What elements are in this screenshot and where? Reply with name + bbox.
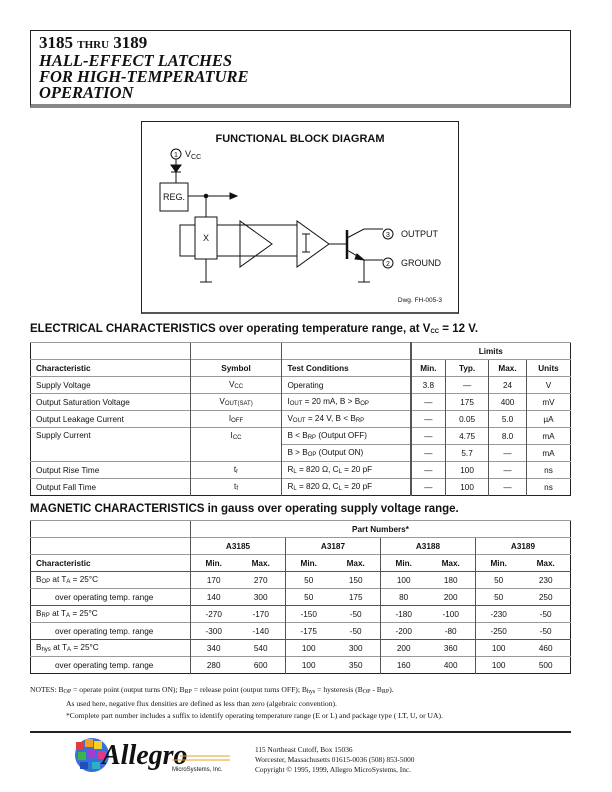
table-row [31,377,571,394]
company-address [255,745,414,775]
value-cell: 460 [521,640,570,657]
max: 400 [489,394,527,411]
table-row [31,606,571,623]
part-header: A3188 [380,538,475,555]
max-header: Max. [521,555,570,572]
typ: 175 [446,394,489,411]
value-cell: 170 [191,572,237,589]
value-cell: 300 [331,640,380,657]
output-label: OUTPUT [401,229,438,239]
value-cell: -100 [426,606,475,623]
footer-divider [30,731,571,733]
diode-icon [171,165,181,172]
value-cell: 100 [475,640,521,657]
pin-2-label: 2 [386,261,390,268]
max-header: Max. [426,555,475,572]
value-cell: -250 [475,623,521,640]
address-line: Worcester, Massachusetts 01615-0036 (508) 853-5000 [255,755,415,764]
characteristic: Supply Current [31,428,191,462]
value-cell: 100 [380,572,426,589]
characteristic: over operating temp. range [31,657,191,674]
min-header: Min. [380,555,426,572]
min: — [411,394,446,411]
value-cell: 250 [521,589,570,606]
value-cell: -170 [236,606,285,623]
title-line: OPERATION [39,83,134,102]
value-cell: 100 [285,640,331,657]
test-conditions: Operating [282,377,411,394]
min: — [411,411,446,428]
allegro-logo [72,736,232,774]
value-cell: 360 [426,640,475,657]
value-cell: 340 [191,640,237,657]
characteristic-header: Characteristic [31,555,191,572]
table-row [31,589,571,606]
hall-label: X [202,233,210,243]
symbol: $V_{CC}$ [190,377,282,394]
value-cell: 80 [380,589,426,606]
value-cell: 100 [285,657,331,674]
value-cell: 160 [380,657,426,674]
units: µA [527,411,571,428]
magnetic-title: MAGNETIC CHARACTERISTICS in gauss over operating supply voltage range. [30,503,459,515]
title-line: FOR HIGH-TEMPERATURE [39,67,249,86]
characteristic: Output Rise Time [31,462,191,479]
schmitt-trigger-icon [297,221,329,267]
max-header: Max. [331,555,380,572]
value-cell: 350 [331,657,380,674]
typ: — [446,377,489,394]
characteristic: over operating temp. range [31,623,191,640]
pin-3-label: 3 [386,232,390,239]
max: — [489,462,527,479]
value-cell: 180 [426,572,475,589]
address-line: 115 Northeast Cutoff, Box 15036 [255,745,353,754]
test-conditions: $R_L = 820$ Ω, $C_L = 20$ pF [282,479,411,496]
note-line: *Complete part number includes a suffix to identify operating temperature range (E or L) and package type ( LT, U, or UA). [66,711,443,720]
note-line: As used here, negative flux densities are defined as less than zero (algebraic convention). [66,699,337,708]
value-cell: 270 [236,572,285,589]
symbol: $I_{CC}$ [190,428,282,462]
value-cell: 175 [331,589,380,606]
part-numbers-header: Part Numbers* [191,521,571,538]
table-row [31,428,571,445]
table-row [31,411,571,428]
min-header: Min. [285,555,331,572]
value-cell: -230 [475,606,521,623]
value-cell: 50 [475,589,521,606]
test-conditions: $R_L = 820$ Ω, $C_L = 20$ pF [282,462,411,479]
value-cell: -50 [331,606,380,623]
min: — [411,445,446,462]
value-cell: 600 [236,657,285,674]
limits-header: Limits [411,343,571,360]
value-cell: -50 [521,606,570,623]
table-row [31,640,571,657]
typ: 5.7 [446,445,489,462]
max: 8.0 [489,428,527,445]
value-cell: 500 [521,657,570,674]
part-start: 3185 [39,33,73,52]
min-header: Min. [475,555,521,572]
value-cell: 100 [475,657,521,674]
title-block [30,30,571,108]
characteristic: $B_{hys}$ at $T_A = 25^\circ C$ [31,640,191,657]
value-cell: -180 [380,606,426,623]
value-cell: -150 [285,606,331,623]
svg-text:MicroSystems, Inc.: MicroSystems, Inc. [172,767,223,773]
test-conditions: $B < B_{RP}$ (Output OFF) [282,428,411,445]
characteristic: Supply Voltage [31,377,191,394]
electrical-title: ELECTRICAL CHARACTERISTICS over operating temperature range, at $V_{CC} = 12$ V. [30,323,479,335]
part-header: A3187 [285,538,380,555]
characteristic: $B_{RP}$ at $T_A = 25^\circ C$ [31,606,191,623]
note-line: NOTES: $B_{OP}$ = operate point (output turns ON); $B_{RP}$ = release point (output turns OFF); $B_{hys}$ = hysteresis $(B_{OP} - B_{RP})$. [30,685,394,695]
units: ns [527,462,571,479]
column-header: Min. [411,360,446,377]
reg-label: REG. [162,192,186,202]
column-header: Symbol [190,360,282,377]
symbol: $t_r$ [190,462,282,479]
copyright: Copyright © 1995, 1999, Allegro MicroSystems, Inc. [255,765,411,774]
max: 5.0 [489,411,527,428]
table-row [31,462,571,479]
value-cell: 50 [285,589,331,606]
units: mV [527,394,571,411]
typ: 4.75 [446,428,489,445]
value-cell: -175 [285,623,331,640]
logo-text: Allegro [102,740,188,771]
drawing-number: Dwg. FH-005-3 [397,297,442,304]
column-header: Units [527,360,571,377]
value-cell: 200 [426,589,475,606]
min-header: Min. [191,555,237,572]
table-row [31,479,571,496]
typ: 100 [446,479,489,496]
value-cell: 140 [191,589,237,606]
max: 24 [489,377,527,394]
value-cell: -140 [236,623,285,640]
amplifier-icon [240,221,272,267]
pin-1-label: 1 [174,152,178,159]
functional-block-diagram [141,121,459,314]
value-cell: 280 [191,657,237,674]
title-line: HALL-EFFECT LATCHES [39,51,232,70]
symbol: $V_{OUT(SAT)}$ [190,394,282,411]
value-cell: -50 [521,623,570,640]
units: mA [527,445,571,462]
min: — [411,479,446,496]
characteristic: $B_{OP}$ at $T_A = 25^\circ C$ [31,572,191,589]
value-cell: -80 [426,623,475,640]
units: V [527,377,571,394]
value-cell: -270 [191,606,237,623]
test-conditions: $V_{OUT} = 24$ V, $B < B_{RP}$ [282,411,411,428]
value-cell: 50 [285,572,331,589]
table-row [31,657,571,674]
characteristic: Output Leakage Current [31,411,191,428]
part-header: A3185 [191,538,286,555]
symbol: $t_f$ [190,479,282,496]
max-header: Max. [236,555,285,572]
magnetic-characteristics-table [30,520,571,674]
value-cell: -200 [380,623,426,640]
max: — [489,479,527,496]
notes [30,684,443,722]
max: — [489,445,527,462]
value-cell: -50 [331,623,380,640]
column-header: Test Conditions [282,360,411,377]
column-header: Characteristic [31,360,191,377]
test-conditions: $I_{OUT} = 20$ mA, $B > B_{OP}$ [282,394,411,411]
min: — [411,428,446,445]
symbol: $I_{OFF}$ [190,411,282,428]
value-cell: 300 [236,589,285,606]
test-conditions: $B > B_{OP}$ (Output ON) [282,445,411,462]
value-cell: 400 [426,657,475,674]
value-cell: 150 [331,572,380,589]
column-header: Max. [489,360,527,377]
vcc-label: $V_{CC}$ [185,149,202,161]
units: mA [527,428,571,445]
characteristic: Output Fall Time [31,479,191,496]
diagram-title: FUNCTIONAL BLOCK DIAGRAM [215,133,385,145]
min: — [411,462,446,479]
table-row [31,623,571,640]
table-row [31,394,571,411]
value-cell: 230 [521,572,570,589]
ground-label: GROUND [401,258,441,268]
part-header: A3189 [475,538,570,555]
electrical-characteristics-table [30,342,571,496]
typ: 0.05 [446,411,489,428]
units: ns [527,479,571,496]
part-end: 3189 [113,33,148,52]
min: 3.8 [411,377,446,394]
value-cell: 50 [475,572,521,589]
thru-text: THRU [77,39,110,51]
value-cell: -300 [191,623,237,640]
characteristic: over operating temp. range [31,589,191,606]
characteristic: Output Saturation Voltage [31,394,191,411]
table-row [31,572,571,589]
value-cell: 200 [380,640,426,657]
typ: 100 [446,462,489,479]
column-header: Typ. [446,360,489,377]
value-cell: 540 [236,640,285,657]
